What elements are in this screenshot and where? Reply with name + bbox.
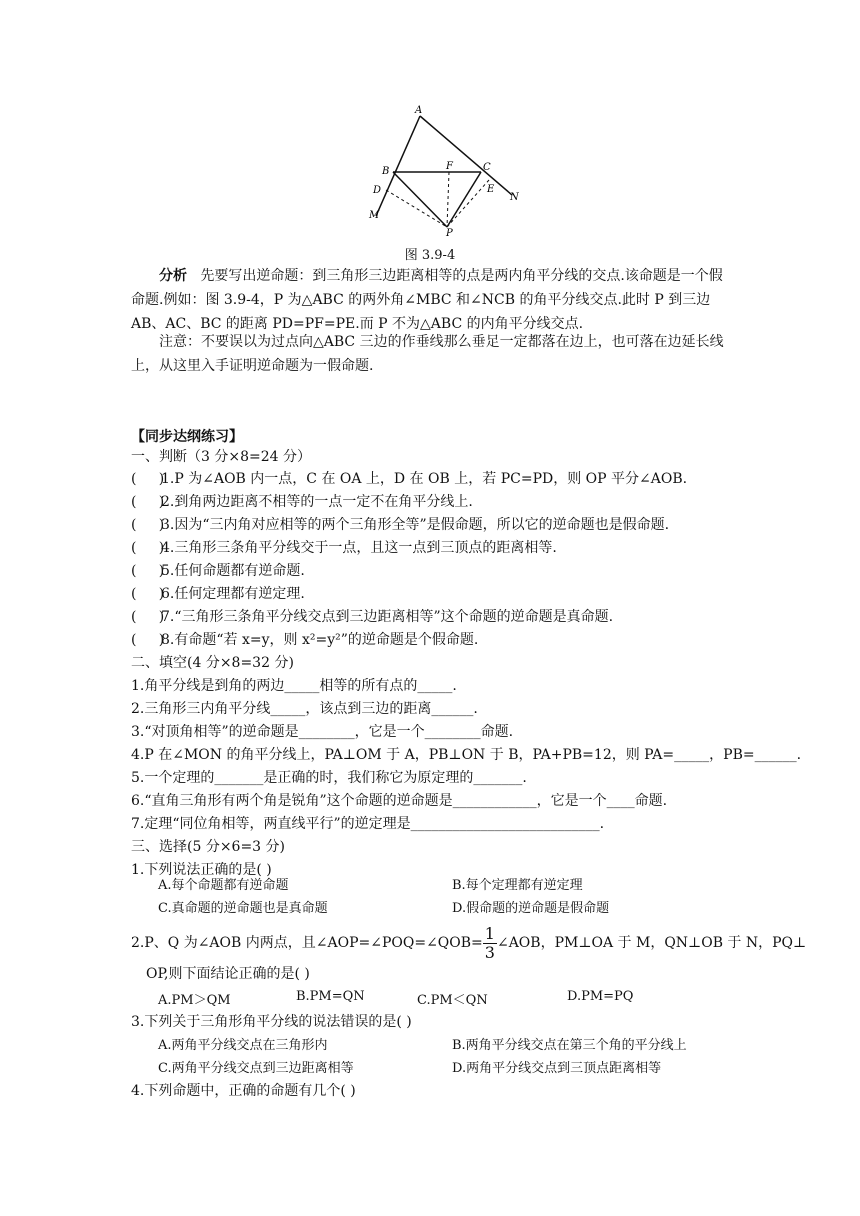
- choice-option: B.PM=QN: [296, 989, 365, 1004]
- segment-bp: [393, 172, 447, 227]
- analysis-text: 先要写出逆命题：到三角形三边距离相等的点是两内角平分线的交点.该命题是一个假命题.例如：图 3.9-4，P 为△ABC 的两外角∠MBC 和∠NCB 的角平分线交点.此时 P 到三边 AB、AC、BC 的距离 PD=PF=PE.而 P 不为△ABC 的内角平分线交点.: [131, 268, 723, 332]
- figure-caption: 图 3.9-4: [404, 248, 456, 263]
- label-f: F: [446, 161, 453, 172]
- judge-item: ( )7.“三角形三条角平分线交点到三边距离相等”这个命题的逆命题是真命题.: [131, 609, 614, 625]
- choice-option: A.两角平分线交点在三角形内: [158, 1038, 328, 1053]
- choice-option: C.两角平分线交点到三边距离相等: [158, 1061, 354, 1076]
- choice-option: B.每个定理都有逆定理: [452, 878, 583, 893]
- choice-option: D.假命题的逆命题是假命题: [452, 901, 610, 916]
- label-c: C: [483, 162, 491, 173]
- label-d: D: [373, 185, 382, 196]
- label-p: P: [446, 228, 453, 239]
- choice-question-stem-continued: OP,则下面结论正确的是( ): [146, 966, 310, 982]
- note-paragraph: 注意：不要误以为过点向△ABC 三边的作垂线那么垂足一定都落在边上，也可落在边延长线上，从这里入手证明逆命题为一假命题.: [131, 334, 724, 374]
- label-m: M: [369, 210, 380, 221]
- fill-item: 2.三角形三内角平分线_____，该点到三边的距离______.: [131, 701, 478, 717]
- judge-item: ( )5.任何命题都有逆命题.: [131, 563, 305, 579]
- section-title: 【同步达纲练习】: [131, 429, 243, 445]
- fill-item: 3.“对顶角相等”的逆命题是________，它是一个________命题.: [131, 724, 514, 740]
- segment-pe: [447, 180, 489, 227]
- choice-option: A.每个命题都有逆命题: [158, 878, 289, 893]
- judge-item: ( )2.到角两边距离不相等的一点一定不在角平分线上.: [131, 494, 473, 510]
- fill-item: 4.P 在∠MON 的角平分线上，PA⊥OM 于 A，PB⊥ON 于 B，PA+PB=12，则 PA=_____，PB=______.: [131, 747, 802, 763]
- label-a: A: [415, 105, 423, 116]
- choice-option: C.PM＜QN: [417, 993, 488, 1008]
- part2-heading: 二、填空(4 分×8=32 分): [131, 655, 294, 671]
- part3-heading: 三、选择(5 分×6=3 分): [131, 839, 286, 855]
- fill-item: 5.一个定理的_______是正确的时，我们称它为原定理的_______.: [131, 770, 527, 786]
- choice-question-stem: 3.下列关于三角形角平分线的说法错误的是( ): [131, 1014, 412, 1030]
- choice-question-stem: 4.下列命题中，正确的命题有几个( ): [131, 1083, 356, 1099]
- judge-item: ( )4.三角形三条角平分线交于一点，且这一点到三顶点的距离相等.: [131, 540, 557, 556]
- fill-item: 1.角平分线是到角的两边_____相等的所有点的_____.: [131, 678, 457, 694]
- part1-heading: 一、判断（3 分×8=24 分）: [131, 449, 311, 465]
- choice-option: D.两角平分线交点到三顶点距离相等: [452, 1061, 662, 1076]
- judge-item: ( )6.任何定理都有逆定理.: [131, 586, 305, 602]
- geometry-figure: [360, 100, 530, 240]
- label-n: N: [510, 192, 519, 203]
- segment-cp: [447, 172, 481, 227]
- fraction: $\frac{1}{3}$: [484, 923, 495, 962]
- judge-item: ( )1.P 为∠AOB 内一点，C 在 OA 上，D 在 OB 上，若 PC=PD，则 OP 平分∠AOB.: [131, 471, 688, 487]
- choice-option: C.真命题的逆命题也是真命题: [158, 901, 328, 916]
- label-e: E: [487, 184, 495, 195]
- choice-option: D.PM=PQ: [567, 989, 634, 1004]
- choice-option: B.两角平分线交点在第三个角的平分线上: [452, 1038, 687, 1053]
- judge-item: ( )3.因为“三内角对应相等的两个三角形全等”是假命题，所以它的逆命题也是假命题.: [131, 517, 670, 533]
- analysis-paragraph: [131, 264, 731, 336]
- line-an: [420, 116, 512, 195]
- choice-option: A.PM＞QM: [158, 993, 231, 1008]
- fill-item: 6.“直角三角形有两个角是锐角”这个命题的逆命题是____________，它是一个____命题.: [131, 793, 668, 809]
- label-b: B: [382, 166, 390, 177]
- fill-item: 7.定理“同位角相等，两直线平行”的逆定理是___________________________.: [131, 816, 605, 832]
- analysis-label: 分析: [159, 268, 187, 284]
- choice-question-stem: 2.P、Q 为∠AOB 内两点，且∠AOP=∠POQ=∠QOB= $\frac{1}{3}$ ∠AOB，PM⊥OA 于 M，QN⊥OB 于 N，PQ⊥: [131, 923, 807, 962]
- segment-pf: [447, 172, 449, 227]
- choice-question-stem: 1.下列说法正确的是( ): [131, 862, 272, 878]
- judge-item: ( )8.有命题“若 x=y，则 x²=y²”的逆命题是个假命题.: [131, 632, 479, 648]
